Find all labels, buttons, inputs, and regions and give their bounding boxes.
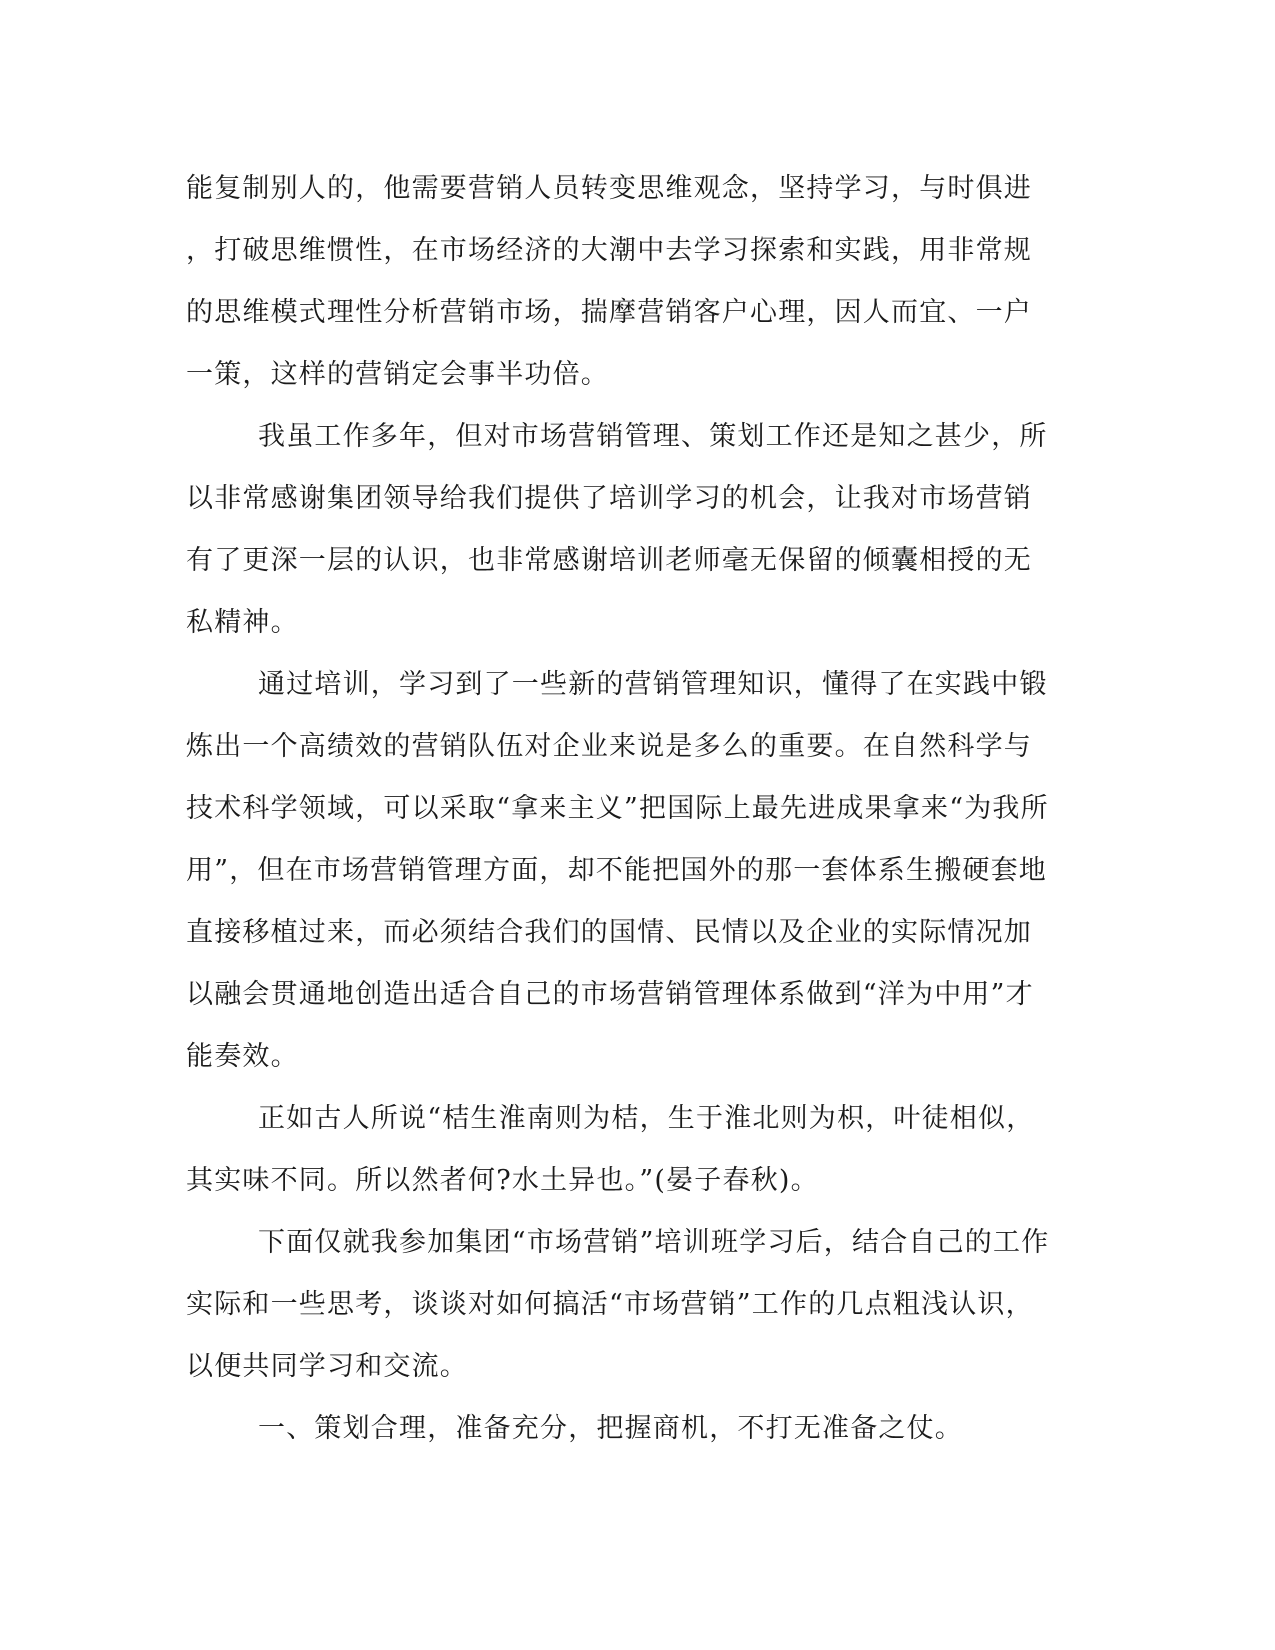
text-line: 以非常感谢集团领导给我们提供了培训学习的机会，让我对市场营销	[186, 483, 1032, 514]
text-line: 其实味不同。所以然者何?水土异也。”(晏子春秋)。	[186, 1165, 819, 1196]
text-line: 私精神。	[186, 607, 299, 638]
paragraph-5	[186, 1212, 1066, 1398]
text-line: 下面仅就我参加集团“市场营销”培训班学习后，结合自己的工作	[258, 1227, 1050, 1258]
text-line: 以融会贯通地创造出适合自己的市场营销管理体系做到“洋为中用”才	[186, 979, 1034, 1010]
text-line: ，打破思维惯性，在市场经济的大潮中去学习探索和实践，用非常规	[186, 235, 1032, 266]
text-line: 以便共同学习和交流。	[186, 1351, 468, 1382]
document-body	[186, 158, 1066, 1460]
text-line: 能复制别人的，他需要营销人员转变思维观念，坚持学习，与时俱进	[186, 173, 1032, 204]
text-line: 技术科学领域，可以采取“拿来主义”把国际上最先进成果拿来“为我所	[186, 793, 1049, 824]
text-line: 一策，这样的营销定会事半功倍。	[186, 359, 609, 390]
paragraph-1	[186, 158, 1066, 406]
text-line: 实际和一些思考，谈谈对如何搞活“市场营销”工作的几点粗浅认识，	[186, 1289, 1034, 1320]
paragraph-4	[186, 1088, 1066, 1212]
text-line: 有了更深一层的认识，也非常感谢培训老师毫无保留的倾囊相授的无	[186, 545, 1032, 576]
text-line: 炼出一个高绩效的营销队伍对企业来说是多么的重要。在自然科学与	[186, 731, 1032, 762]
paragraph-2	[186, 406, 1066, 654]
paragraph-6	[186, 1398, 1066, 1460]
text-line: 通过培训，学习到了一些新的营销管理知识，懂得了在实践中锻	[258, 669, 1048, 700]
section-heading: 一、策划合理，准备充分，把握商机，不打无准备之仗。	[258, 1413, 963, 1444]
text-line: 用”，但在市场营销管理方面，却不能把国外的那一套体系生搬硬套地	[186, 855, 1048, 886]
text-line: 我虽工作多年，但对市场营销管理、策划工作还是知之甚少，所	[258, 421, 1048, 452]
text-line: 正如古人所说“桔生淮南则为桔，生于淮北则为枳，叶徒相似，	[258, 1103, 1035, 1134]
text-line: 直接移植过来，而必须结合我们的国情、民情以及企业的实际情况加	[186, 917, 1032, 948]
paragraph-3	[186, 654, 1066, 1088]
text-line: 的思维模式理性分析营销市场，揣摩营销客户心理，因人而宜、一户	[186, 297, 1032, 328]
text-line: 能奏效。	[186, 1041, 299, 1072]
